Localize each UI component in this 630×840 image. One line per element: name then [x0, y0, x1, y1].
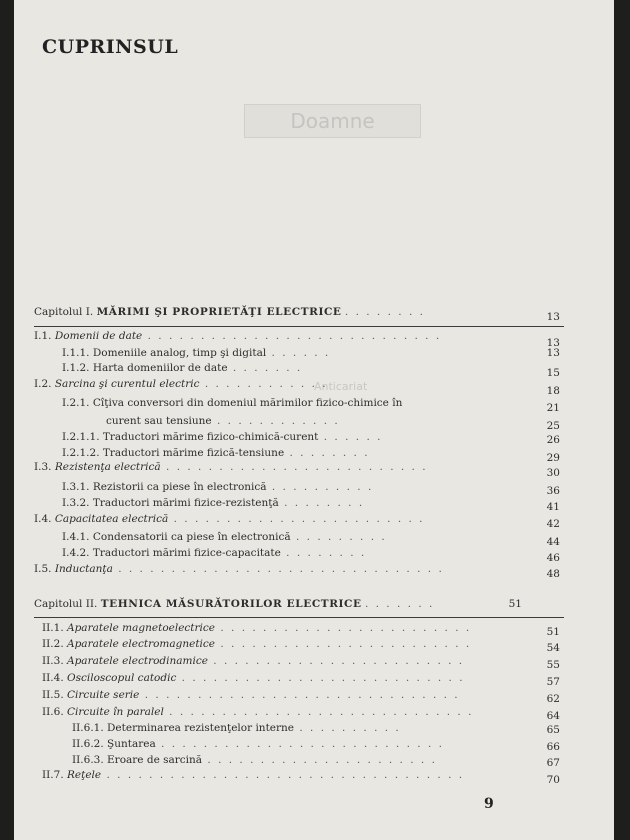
toc-entry: I.2. Sarcina şi curentul electric . . . . . . . . . . . . [34, 378, 328, 390]
chapter-page: 13 [546, 311, 560, 323]
toc-entry-page: 42 [546, 518, 560, 530]
toc-entry-page: 29 [546, 452, 560, 464]
toc-entry: I.2.1. Cîţiva conversori din domeniul mărimilor fizico-chimice în [62, 397, 403, 409]
chapter-prefix: Capitolul II. [34, 598, 98, 610]
toc-entry-page: 13 [546, 347, 560, 359]
toc-entry: II.6.2. Şuntarea . . . . . . . . . . . . . . . . . . . . . . . . . . . [72, 738, 444, 750]
toc-entry-page: 57 [546, 676, 560, 688]
toc-entry-page: 18 [546, 385, 560, 397]
toc-entry: II.4. Osciloscopul catodic . . . . . . . . . . . . . . . . . . . . . . . . . . . [42, 672, 465, 684]
toc-entry-page: 66 [546, 741, 560, 753]
toc-entry: I.3.2. Traductori mărimi fizice-rezistenţă . . . . . . . . [62, 497, 365, 509]
toc-entry: I.4. Capacitatea electrică . . . . . . . . . . . . . . . . . . . . . . . . [34, 513, 425, 525]
toc-entry-page: 15 [546, 367, 560, 379]
chapter-rule [34, 326, 564, 327]
toc-entry-page: 41 [546, 501, 560, 513]
toc-entry-page: 67 [546, 757, 560, 769]
table-of-contents [14, 0, 614, 840]
toc-entry: II.2. Aparatele electromagnetice . . . . . . . . . . . . . . . . . . . . . . . . [42, 638, 472, 650]
chapter-page: 51 [508, 598, 522, 610]
chapter-heading [34, 306, 425, 318]
toc-entry: I.1.2. Harta domeniilor de date . . . . . . . [62, 362, 303, 374]
toc-entry-page: 51 [546, 626, 560, 638]
dot-leader: . . . . . . . [364, 598, 435, 610]
toc-entry: II.1. Aparatele magnetoelectrice . . . . . . . . . . . . . . . . . . . . . . . . [42, 622, 472, 634]
toc-entry: II.6.3. Eroare de sarcină . . . . . . . . . . . . . . . . . . . . . . [72, 754, 437, 766]
toc-entry-page: 21 [546, 402, 560, 414]
toc-entry: I.3. Rezistenţa electrică . . . . . . . . . . . . . . . . . . . . . . . . . [34, 461, 428, 473]
toc-entry: I.1. Domenii de date . . . . . . . . . . . . . . . . . . . . . . . . . . . . [34, 330, 442, 342]
toc-entry-page: 70 [546, 774, 560, 786]
chapter-prefix: Capitolul I. [34, 306, 94, 318]
toc-entry: II.6.1. Determinarea rezistenţelor interne . . . . . . . . . . [72, 722, 401, 734]
toc-entry: I.2.1.1. Traductori mărime fizico-chimică-curent . . . . . . [62, 431, 383, 443]
toc-entry-page: 64 [546, 710, 560, 722]
toc-entry-page: 26 [546, 434, 560, 446]
toc-entry: I.2.1.2. Traductori mărime fizică-tensiune . . . . . . . . [62, 447, 370, 459]
chapter-heading [34, 598, 434, 610]
toc-entry-page: 13 [546, 337, 560, 349]
watermark-text: Anticariat [314, 380, 368, 393]
toc-entry: I.1.1. Domeniile analog, timp şi digital . . . . . . [62, 347, 331, 359]
watermark-stamp: Doamne [244, 104, 421, 138]
chapter-title: TEHNICA MĂSURĂTORILOR ELECTRICE [100, 598, 362, 610]
toc-entry-page: 54 [546, 642, 560, 654]
page-number: 9 [484, 796, 494, 812]
toc-entry-page: 55 [546, 659, 560, 671]
dot-leader: . . . . . . . . [344, 306, 425, 318]
toc-entry: curent sau tensiune . . . . . . . . . . . . [106, 415, 340, 427]
toc-entry-page: 44 [546, 536, 560, 548]
toc-entry: I.3.1. Rezistorii ca piese în electronică . . . . . . . . . . [62, 481, 374, 493]
toc-entry-page: 62 [546, 693, 560, 705]
toc-entry: II.5. Circuite serie . . . . . . . . . . . . . . . . . . . . . . . . . . . . . . [42, 689, 460, 701]
toc-entry: II.3. Aparatele electrodinamice . . . . . . . . . . . . . . . . . . . . . . . . [42, 655, 465, 667]
toc-entry: I.5. Inductanţa . . . . . . . . . . . . . . . . . . . . . . . . . . . . . . . [34, 563, 444, 575]
toc-entry: II.7. Reţele . . . . . . . . . . . . . . . . . . . . . . . . . . . . . . . . . . [42, 769, 465, 781]
toc-entry-page: 46 [546, 552, 560, 564]
chapter-rule [34, 617, 564, 618]
toc-entry-page: 65 [546, 724, 560, 736]
chapter-title: MĂRIMI ŞI PROPRIETĂŢI ELECTRICE [96, 306, 342, 318]
toc-entry-page: 36 [546, 485, 560, 497]
toc-entry: I.4.2. Traductori mărimi fizice-capacitate . . . . . . . . [62, 547, 367, 559]
toc-entry-page: 25 [546, 420, 560, 432]
book-page [14, 0, 614, 840]
toc-entry-page: 30 [546, 467, 560, 479]
toc-entry-page: 48 [546, 568, 560, 580]
toc-entry: II.6. Circuite în paralel . . . . . . . . . . . . . . . . . . . . . . . . . . . . . [42, 706, 474, 718]
toc-entry: I.4.1. Condensatorii ca piese în electronică . . . . . . . . . [62, 531, 387, 543]
page-title: CUPRINSUL [42, 36, 179, 58]
